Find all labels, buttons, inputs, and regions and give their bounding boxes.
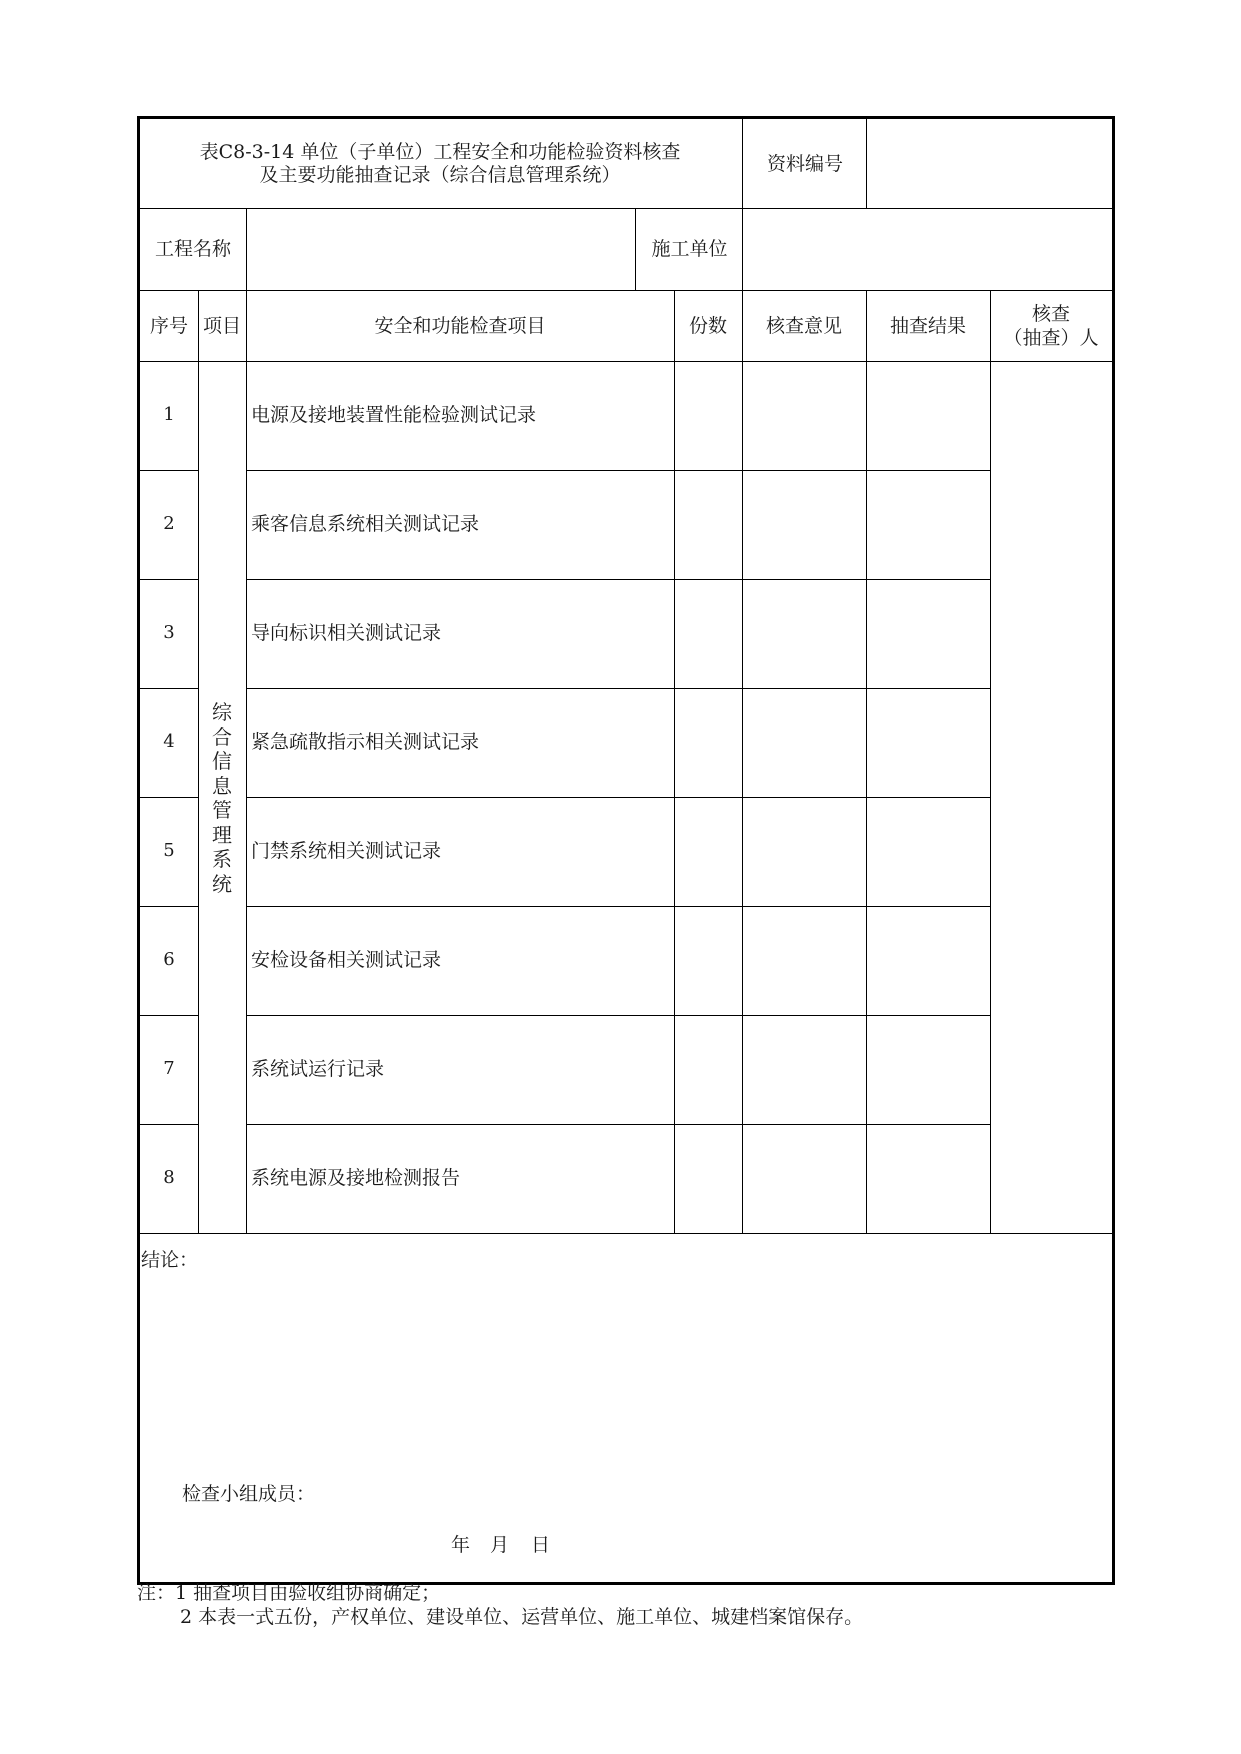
col-header-result: 抽查结果 [889,315,966,337]
row-seq: 1 [163,404,175,425]
row-seq: 8 [163,1167,175,1188]
row-seq: 5 [163,840,175,861]
col-header-opinion: 核查意见 [765,315,842,337]
project-vline [246,208,247,290]
col-header-copies: 份数 [688,315,727,337]
row-divider [246,688,990,689]
group-label-char: 综 [212,700,232,724]
row-seq: 4 [163,731,175,752]
column-header-divider [137,361,1115,362]
row-divider [137,797,198,798]
header-divider [137,208,1115,209]
row-divider [246,797,990,798]
form-title-line1: 表C8-3-14 单位（子单位）工程安全和功能检验资料核查 [199,141,681,163]
note-line-1: 注：1 抽查项目由验收组协商确定； [137,1582,441,1604]
row-divider [246,906,990,907]
form-title-line2: 及主要功能抽查记录（综合信息管理系统） [259,164,621,186]
header-vline [866,116,867,208]
item-column-vline [674,290,675,1233]
date-year: 年 [451,1534,471,1556]
doc-number-label: 资料编号 [766,153,843,175]
row-divider [137,579,198,580]
row-divider [246,470,990,471]
row-check-item: 系统电源及接地检测报告 [251,1167,461,1189]
row-check-item: 紧急疏散指示相关测试记录 [251,731,480,753]
row-check-item: 系统试运行记录 [251,1058,385,1080]
project-vline [635,208,636,290]
group-label-char: 系 [212,847,232,871]
project-name-label: 工程名称 [154,238,231,260]
group-label-char: 理 [212,822,232,847]
contractor-label: 施工单位 [651,238,728,260]
row-seq: 2 [163,513,175,534]
date-day: 日 [531,1534,551,1556]
project-vline [742,208,743,290]
row-check-item: 乘客信息系统相关测试记录 [251,513,480,535]
note-line-2: 2 本表一式五份，产权单位、建设单位、运营单位、施工单位、城建档案馆保存。 [180,1606,864,1628]
date-month: 月 [490,1534,510,1556]
row-divider [137,906,198,907]
row-divider [246,1015,990,1016]
group-label-char: 统 [212,871,232,896]
project-divider [137,290,1115,291]
row-divider [137,688,198,689]
row-divider [246,579,990,580]
group-label-char: 信 [212,749,232,773]
col-header-inspector-line2: （抽查）人 [1003,327,1099,349]
row-divider [137,1015,198,1016]
row-divider [137,1124,198,1125]
col-header-seq: 序号 [149,315,188,337]
col-header-inspector-line1: 核查 [1031,303,1070,325]
row-seq: 6 [163,949,175,970]
row-check-item: 门禁系统相关测试记录 [251,840,442,862]
group-label-vertical [196,700,248,896]
group-label-char: 合 [212,724,232,749]
inspection-members-label: 检查小组成员： [182,1483,316,1505]
conclusion-label: 结论： [141,1249,199,1271]
copies-column-vline [742,290,743,1233]
table-bottom-divider [137,1233,1115,1234]
group-label-char: 息 [212,773,232,798]
group-label-char: 管 [212,798,232,822]
row-divider [137,470,198,471]
row-seq: 7 [163,1058,175,1079]
row-seq: 3 [163,622,175,643]
header-vline [742,116,743,208]
row-check-item: 安检设备相关测试记录 [251,949,442,971]
col-header-item: 项目 [202,315,241,337]
row-check-item: 电源及接地装置性能检验测试记录 [251,404,537,426]
row-check-item: 导向标识相关测试记录 [251,622,442,644]
result-column-vline [990,290,991,1233]
opinion-column-vline [866,290,867,1233]
col-header-check-item: 安全和功能检查项目 [374,315,546,337]
row-divider [246,1124,990,1125]
